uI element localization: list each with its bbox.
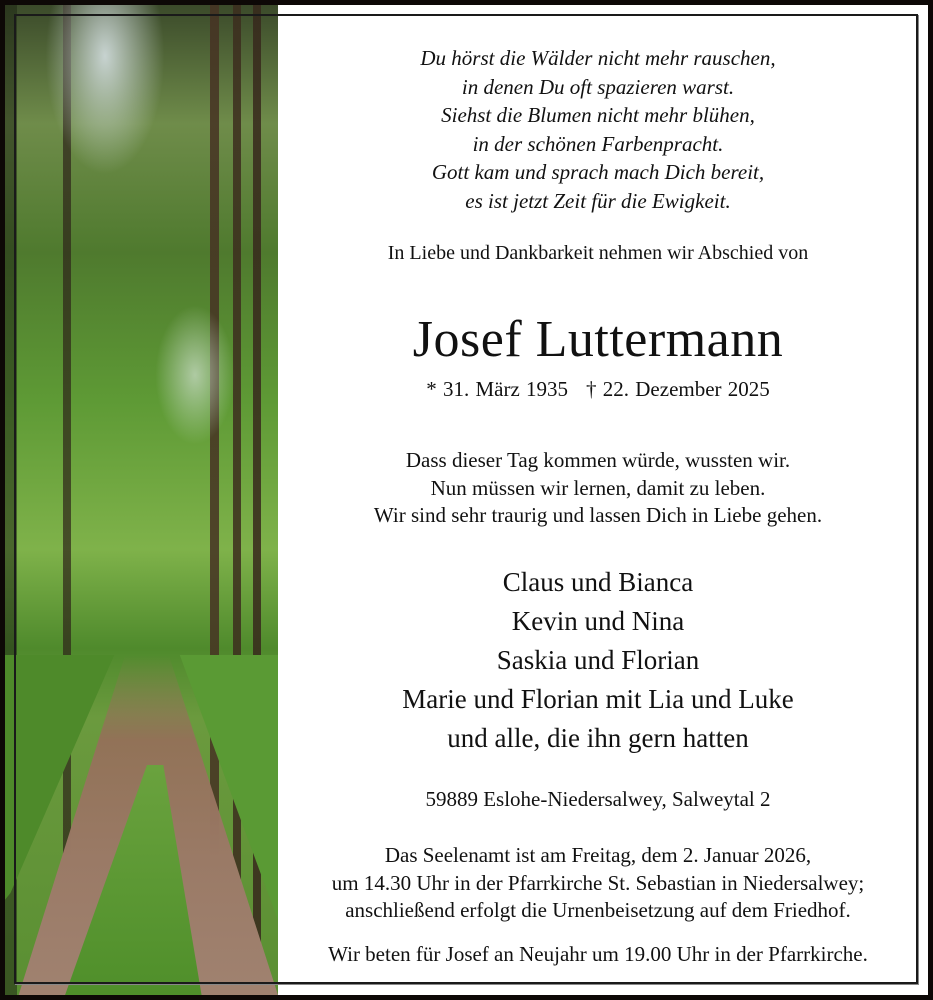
poem-line: in der schönen Farbenpracht.: [472, 131, 724, 156]
farewell-intro: In Liebe und Dankbarkeit nehmen wir Abschied von: [387, 242, 809, 264]
verse: [278, 447, 918, 530]
family-address: 59889 Eslohe-Niedersalwey, Salweytal 2: [425, 787, 771, 811]
service-line: Das Seelenamt ist am Freitag, dem 2. Januar 2026,: [384, 843, 812, 867]
prayer-notice: Wir beten für Josef an Neujahr um 19.00 Uhr in der Pfarrkirche.: [328, 942, 868, 966]
death-date: † 22. Dezember 2025: [586, 377, 770, 401]
mourner-line: Marie und Florian mit Lia und Luke: [402, 684, 794, 714]
poem-line: Gott kam und sprach mach Dich bereit,: [431, 160, 765, 184]
birth-date: * 31. März 1935: [426, 377, 569, 401]
mourners: [278, 563, 918, 758]
mourner-line: Kevin und Nina: [511, 606, 685, 636]
life-dates: [278, 377, 918, 402]
service-details: [278, 842, 918, 925]
service-line: anschließend erfolgt die Urnenbeisetzung auf dem Friedhof.: [345, 898, 851, 922]
verse-line: Wir sind sehr traurig und lassen Dich in Liebe gehen.: [373, 503, 823, 527]
light-clearing: [155, 305, 235, 445]
poem-line: es ist jetzt Zeit für die Ewigkeit.: [465, 188, 731, 213]
forest-path-photo: [5, 5, 278, 995]
verse-line: Nun müssen wir lernen, damit zu leben.: [430, 475, 766, 500]
service-line: um 14.30 Uhr in der Pfarrkirche St. Sebastian in Niedersalwey;: [331, 870, 865, 895]
poem: [278, 44, 918, 215]
poem-line: Du hörst die Wälder nicht mehr rauschen,: [420, 46, 776, 70]
deceased-name: Josef Luttermann: [412, 311, 784, 368]
sky-highlight: [45, 5, 165, 175]
verse-line: Dass dieser Tag kommen würde, wussten wir.: [405, 448, 791, 472]
mourner-line: Saskia und Florian: [496, 645, 700, 675]
mourner-line: Claus und Bianca: [502, 567, 694, 597]
poem-line: Siehst die Blumen nicht mehr blühen,: [441, 103, 755, 127]
poem-line: in denen Du oft spazieren warst.: [461, 74, 735, 99]
mourner-line: und alle, die ihn gern hatten: [447, 723, 749, 753]
